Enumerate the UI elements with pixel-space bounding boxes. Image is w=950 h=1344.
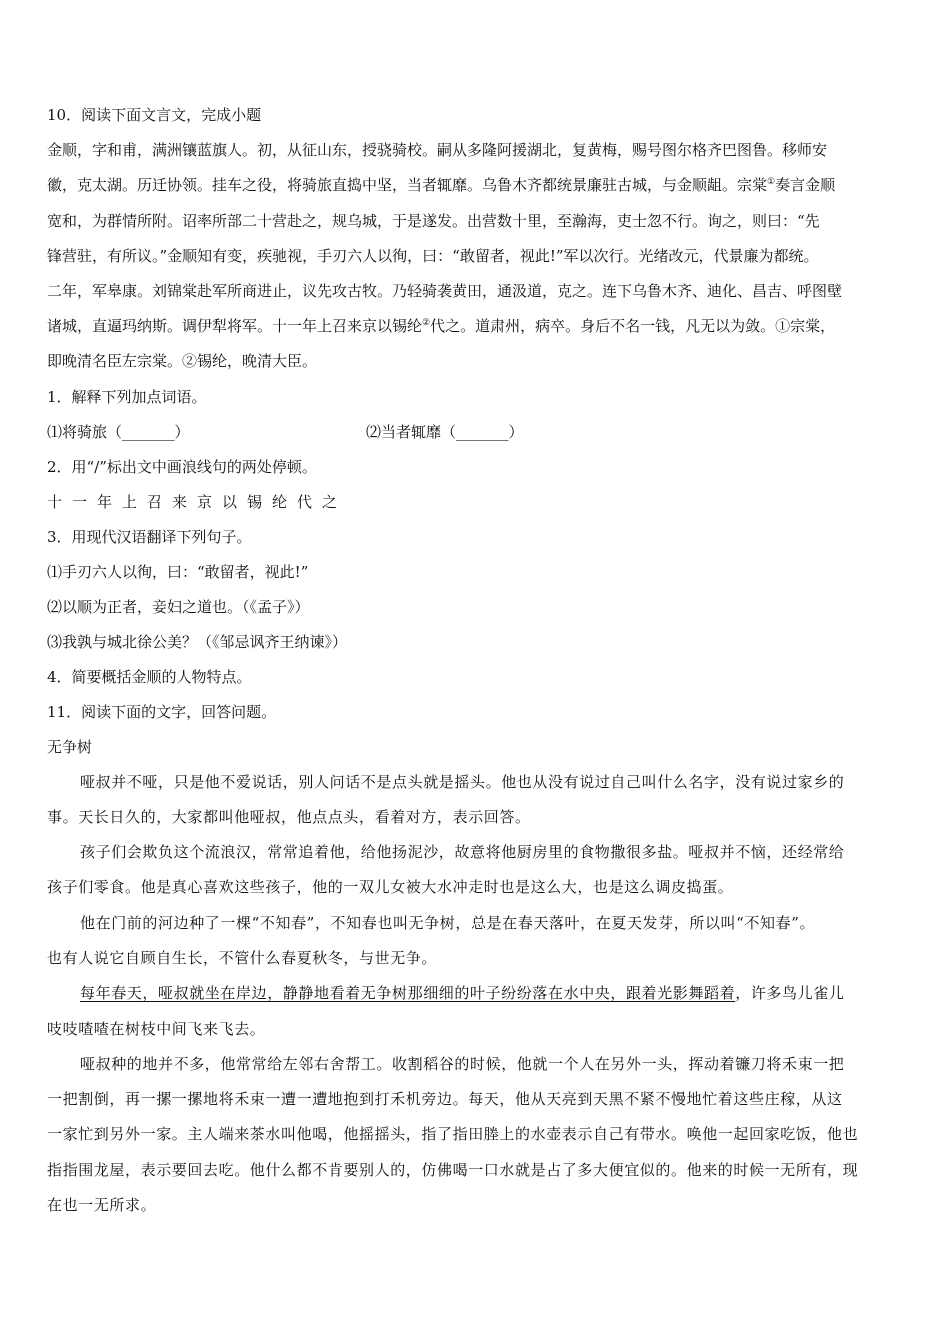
paragraph-line: 孩子们零食。他是真心喜欢这些孩子，他的一双儿女被大水冲走时也是这么大，也是这么调皮捣蛋。 (47, 878, 734, 897)
footnote-line: 即晚清名臣左宗棠。②锡纶，晚清大臣。 (47, 352, 318, 371)
paragraph-line: 一家忙到另外一家。主人端来茶水叫他喝，他摇摇头，指了指田塍上的水壶表示自己有带水。唤他一起回家吃饭，他也 (47, 1125, 859, 1144)
paragraph-line: 在也一无所求。 (47, 1196, 157, 1215)
paragraph-line: 吱吱喳喳在树枝中间飞来飞去。 (47, 1019, 266, 1038)
paragraph-line: 孩子们会欺负这个流浪汉，常常追着他，给他扬泥沙，故意将他厨房里的食物撒很多盐。哑叔并不恼，还经常给 (80, 843, 845, 862)
subquestion-1-items (47, 415, 915, 450)
paragraph-line: 指指围龙屋，表示要回去吃。他什么都不肯要别人的，仿佛喝一口水就是占了多大便宜似的。他来的时候一无所有，现 (47, 1160, 859, 1179)
question-10-heading: 10．阅读下面文言文，完成小题 (47, 106, 262, 124)
question-10-subquestions (47, 380, 915, 695)
footnote-mark: ① (767, 177, 776, 188)
underlined-sentence: 每年春天，哑叔就坐在岸边，静静地看着无争树那细细的叶子纷纷落在水中央，跟着光影舞蹈着 (80, 984, 736, 1003)
document-page (47, 98, 915, 1223)
subquestion-2-prompt: 2．用“/”标出文中画浪线句的两处停顿。 (47, 457, 317, 476)
paragraph-line: 他在门前的河边种了一棵“不知春”，不知春也叫无争树，总是在春天落叶，在夏天发芽，所以叫“不知春”。 (80, 913, 816, 932)
passage-line: 金顺，字和甫，满洲镶蓝旗人。初，从征山东，授骁骑校。嗣从多隆阿援湖北，复黄梅，赐号图尔格齐巴图鲁。移师安 (47, 141, 828, 160)
subquestion-3-item: ⑴手刃六人以徇，曰：“敢留者，视此!” (47, 562, 309, 581)
subquestion-3-item: ⑵以顺为正者，妾妇之道也。（《孟子》） (47, 597, 310, 616)
paragraph-line: 也有人说它自顾自生长，不管什么春夏秋冬，与世无争。 (47, 948, 438, 967)
subquestion-1-prompt: 1．解释下列加点词语。 (47, 387, 207, 406)
fill-blank-b[interactable]: ⑵当者辄靡（_______） (366, 422, 524, 441)
subquestion-3-prompt: 3．用现代汉语翻译下列句子。 (47, 527, 252, 546)
subquestion-3-item: ⑶我孰与城北徐公美？（《邹忌讽齐王纳谏》） (47, 632, 348, 651)
passage-line: 锋营驻，有所议。”金顺知有变，疾驰视，手刃六人以徇，曰：“敢留者，视此!”军以次行。光绪改元，代景廉为都统。 (47, 246, 819, 265)
story-body (47, 765, 915, 1224)
passage-line: 诸城，直逼玛纳斯。调伊犁将军。十一年上召来京以锡纶②代之。道肃州，病卒。身后不名一钱，凡无以为敛。①宗棠， (47, 317, 836, 336)
passage-line: 二年，军皋康。刘锦棠赴军所商进止，议先攻古牧。乃轻骑袭黄田，通汲道，克之。连下乌鲁木齐、迪化、昌吉、呼图壁 (47, 281, 843, 300)
footnote-mark: ② (422, 318, 431, 329)
subquestion-2-sentence: 十一年上召来京以锡纶代之 (47, 492, 348, 511)
paragraph-line: 哑叔并不哑，只是他不爱说话，别人问话不是点头就是摇头。他也从没有说过自己叫什么名字，没有说过家乡的 (80, 772, 845, 791)
paragraph-line: 每年春天，哑叔就坐在岸边，静静地看着无争树那细细的叶子纷纷落在水中央，跟着光影舞蹈着，许多鸟儿雀儿 (80, 984, 845, 1003)
paragraph-line: 事。天长日久的，大家都叫他哑叔，他点点头，看着对方，表示回答。 (47, 807, 531, 826)
passage-line: 宽和，为群情所附。诏率所部二十营赴之，规乌城，于是遂发。出营数十里，至瀚海，吏士忽不行。询之，则曰：“先 (47, 211, 820, 230)
passage-line: 徽，克太湖。历迁协领。挂车之役，将骑旅直捣中坚，当者辄靡。乌鲁木齐都统景廉驻古城，与金顺龃。宗棠①奏言金顺 (47, 176, 836, 195)
subquestion-4-prompt: 4．简要概括金顺的人物特点。 (47, 667, 252, 686)
question-11-heading: 11．阅读下面的文字，回答问题。 (47, 702, 277, 721)
story-title: 无争树 (47, 737, 93, 756)
question-10 (47, 98, 915, 380)
paragraph-line: 一把割倒，再一摞一摞地将禾束一遭一遭地抱到打禾机旁边。每天，他从天亮到天黑不紧不慢地忙着这些庄稼，从这 (47, 1090, 843, 1109)
fill-blank-a[interactable]: ⑴将骑旅（_______） (47, 422, 190, 441)
question-11-header (47, 695, 915, 765)
paragraph-line: 哑叔种的地并不多，他常常给左邻右舍帮工。收割稻谷的时候，他就一个人在另外一头，挥动着镰刀将禾束一把 (80, 1054, 845, 1073)
